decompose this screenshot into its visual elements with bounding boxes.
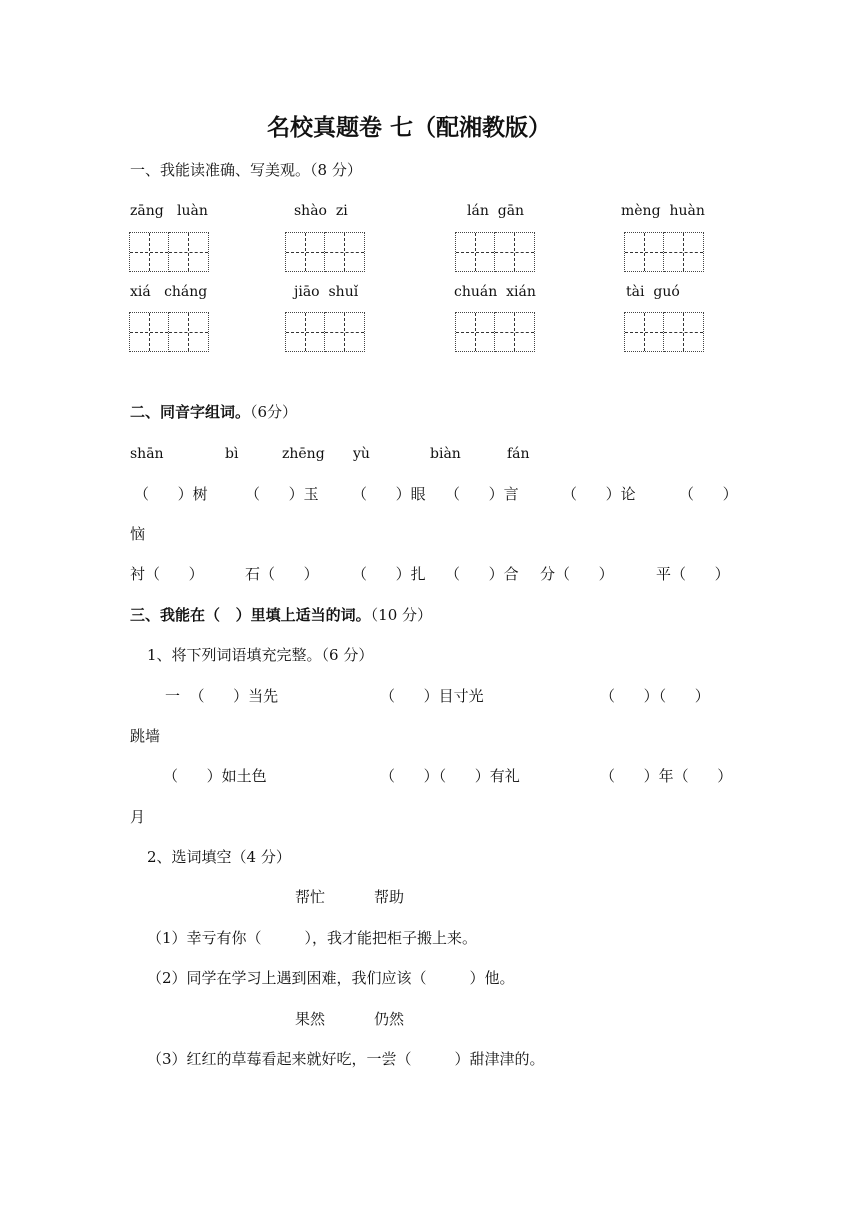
idiom-blank[interactable]: 一 （ ）当先 [165,687,279,705]
homophone-pinyin: shān [130,446,164,462]
homophone-blank[interactable]: 分（ ） [540,565,614,583]
homophone-pinyin: bì [225,446,239,462]
question-1-label: 1、将下列词语填充完整。（6 分） [147,646,374,664]
section-2-heading [130,405,297,420]
word-choice: 帮忙 [295,888,326,906]
homophone-blank[interactable]: 衬（ ） [130,565,204,583]
pinyin-2-2: jiāo shuǐ [294,284,359,300]
word-choice: 果然 [295,1010,326,1028]
pinyin-1-3: lán gān [467,203,525,219]
pinyin-2-3: chuán xián [454,284,536,300]
idiom-blank[interactable]: （ ）如土色 [163,767,267,785]
sentence-1[interactable]: （1）幸亏有你（ ），我才能把柜子搬上来。 [147,929,477,947]
wrapped-text: 恼 [130,525,146,543]
section-2-heading-text: 二、同音字组词。 [130,403,251,421]
sentence-3[interactable]: （3）红红的草莓看起来就好吃，一尝（ ）甜津津的。 [147,1050,545,1068]
homophone-blank[interactable]: （ ）树 [134,485,208,503]
section-3-heading-text: 三、我能在（ ）里填上适当的词。 [130,606,371,624]
homophone-blank[interactable]: （ ）扎 [352,565,426,583]
tianzi-grid-answer[interactable] [129,312,209,352]
homophone-pinyin: yù [353,446,370,462]
tianzi-grid-answer[interactable] [285,232,365,272]
word-choice: 仍然 [374,1010,405,1028]
page-title: 名校真题卷 七（配湘教版） [267,114,552,141]
tianzi-grid-answer[interactable] [285,312,365,352]
homophone-blank[interactable]: （ ）言 [445,485,519,503]
word-choice: 帮助 [374,888,405,906]
tianzi-grid-answer[interactable] [455,232,535,272]
sentence-2[interactable]: （2）同学在学习上遇到困难，我们应该（ ）他。 [147,969,515,987]
pinyin-1-1: zāng luàn [130,203,208,219]
wrapped-text: 月 [130,808,146,826]
pinyin-1-4: mèng huàn [621,203,705,219]
homophone-blank[interactable]: （ ） [679,485,738,503]
tianzi-grid-answer[interactable] [455,312,535,352]
pinyin-2-4: tài guó [626,284,680,300]
idiom-blank[interactable]: （ ）（ ） [600,687,710,705]
section-1-heading: 一、我能读准确、写美观。（8 分） [130,161,362,179]
wrapped-text: 跳墙 [130,727,161,745]
tianzi-grid-answer[interactable] [129,232,209,272]
homophone-blank[interactable]: （ ）合 [445,565,519,583]
pinyin-1-2: shào zi [294,203,348,219]
homophone-blank[interactable]: 平（ ） [656,565,730,583]
idiom-blank[interactable]: （ ）（ ）有礼 [380,767,520,785]
pinyin-2-1: xiá cháng [130,284,208,300]
idiom-blank[interactable]: （ ）年（ ） [600,767,733,785]
tianzi-grid-answer[interactable] [624,312,704,352]
homophone-pinyin: fán [507,446,530,462]
section-3-heading [130,608,432,623]
homophone-blank[interactable]: 石（ ） [245,565,319,583]
homophone-pinyin: zhēng [282,446,325,462]
section-2-score: （6分） [250,403,298,421]
idiom-blank[interactable]: （ ）目寸光 [380,687,484,705]
homophone-blank[interactable]: （ ）眼 [352,485,426,503]
question-2-label: 2、选词填空（4 分） [147,848,291,866]
homophone-blank[interactable]: （ ）玉 [245,485,319,503]
section-3-score: （10 分） [370,606,433,624]
homophone-blank[interactable]: （ ）论 [562,485,636,503]
tianzi-grid-answer[interactable] [624,232,704,272]
homophone-pinyin: biàn [430,446,461,462]
